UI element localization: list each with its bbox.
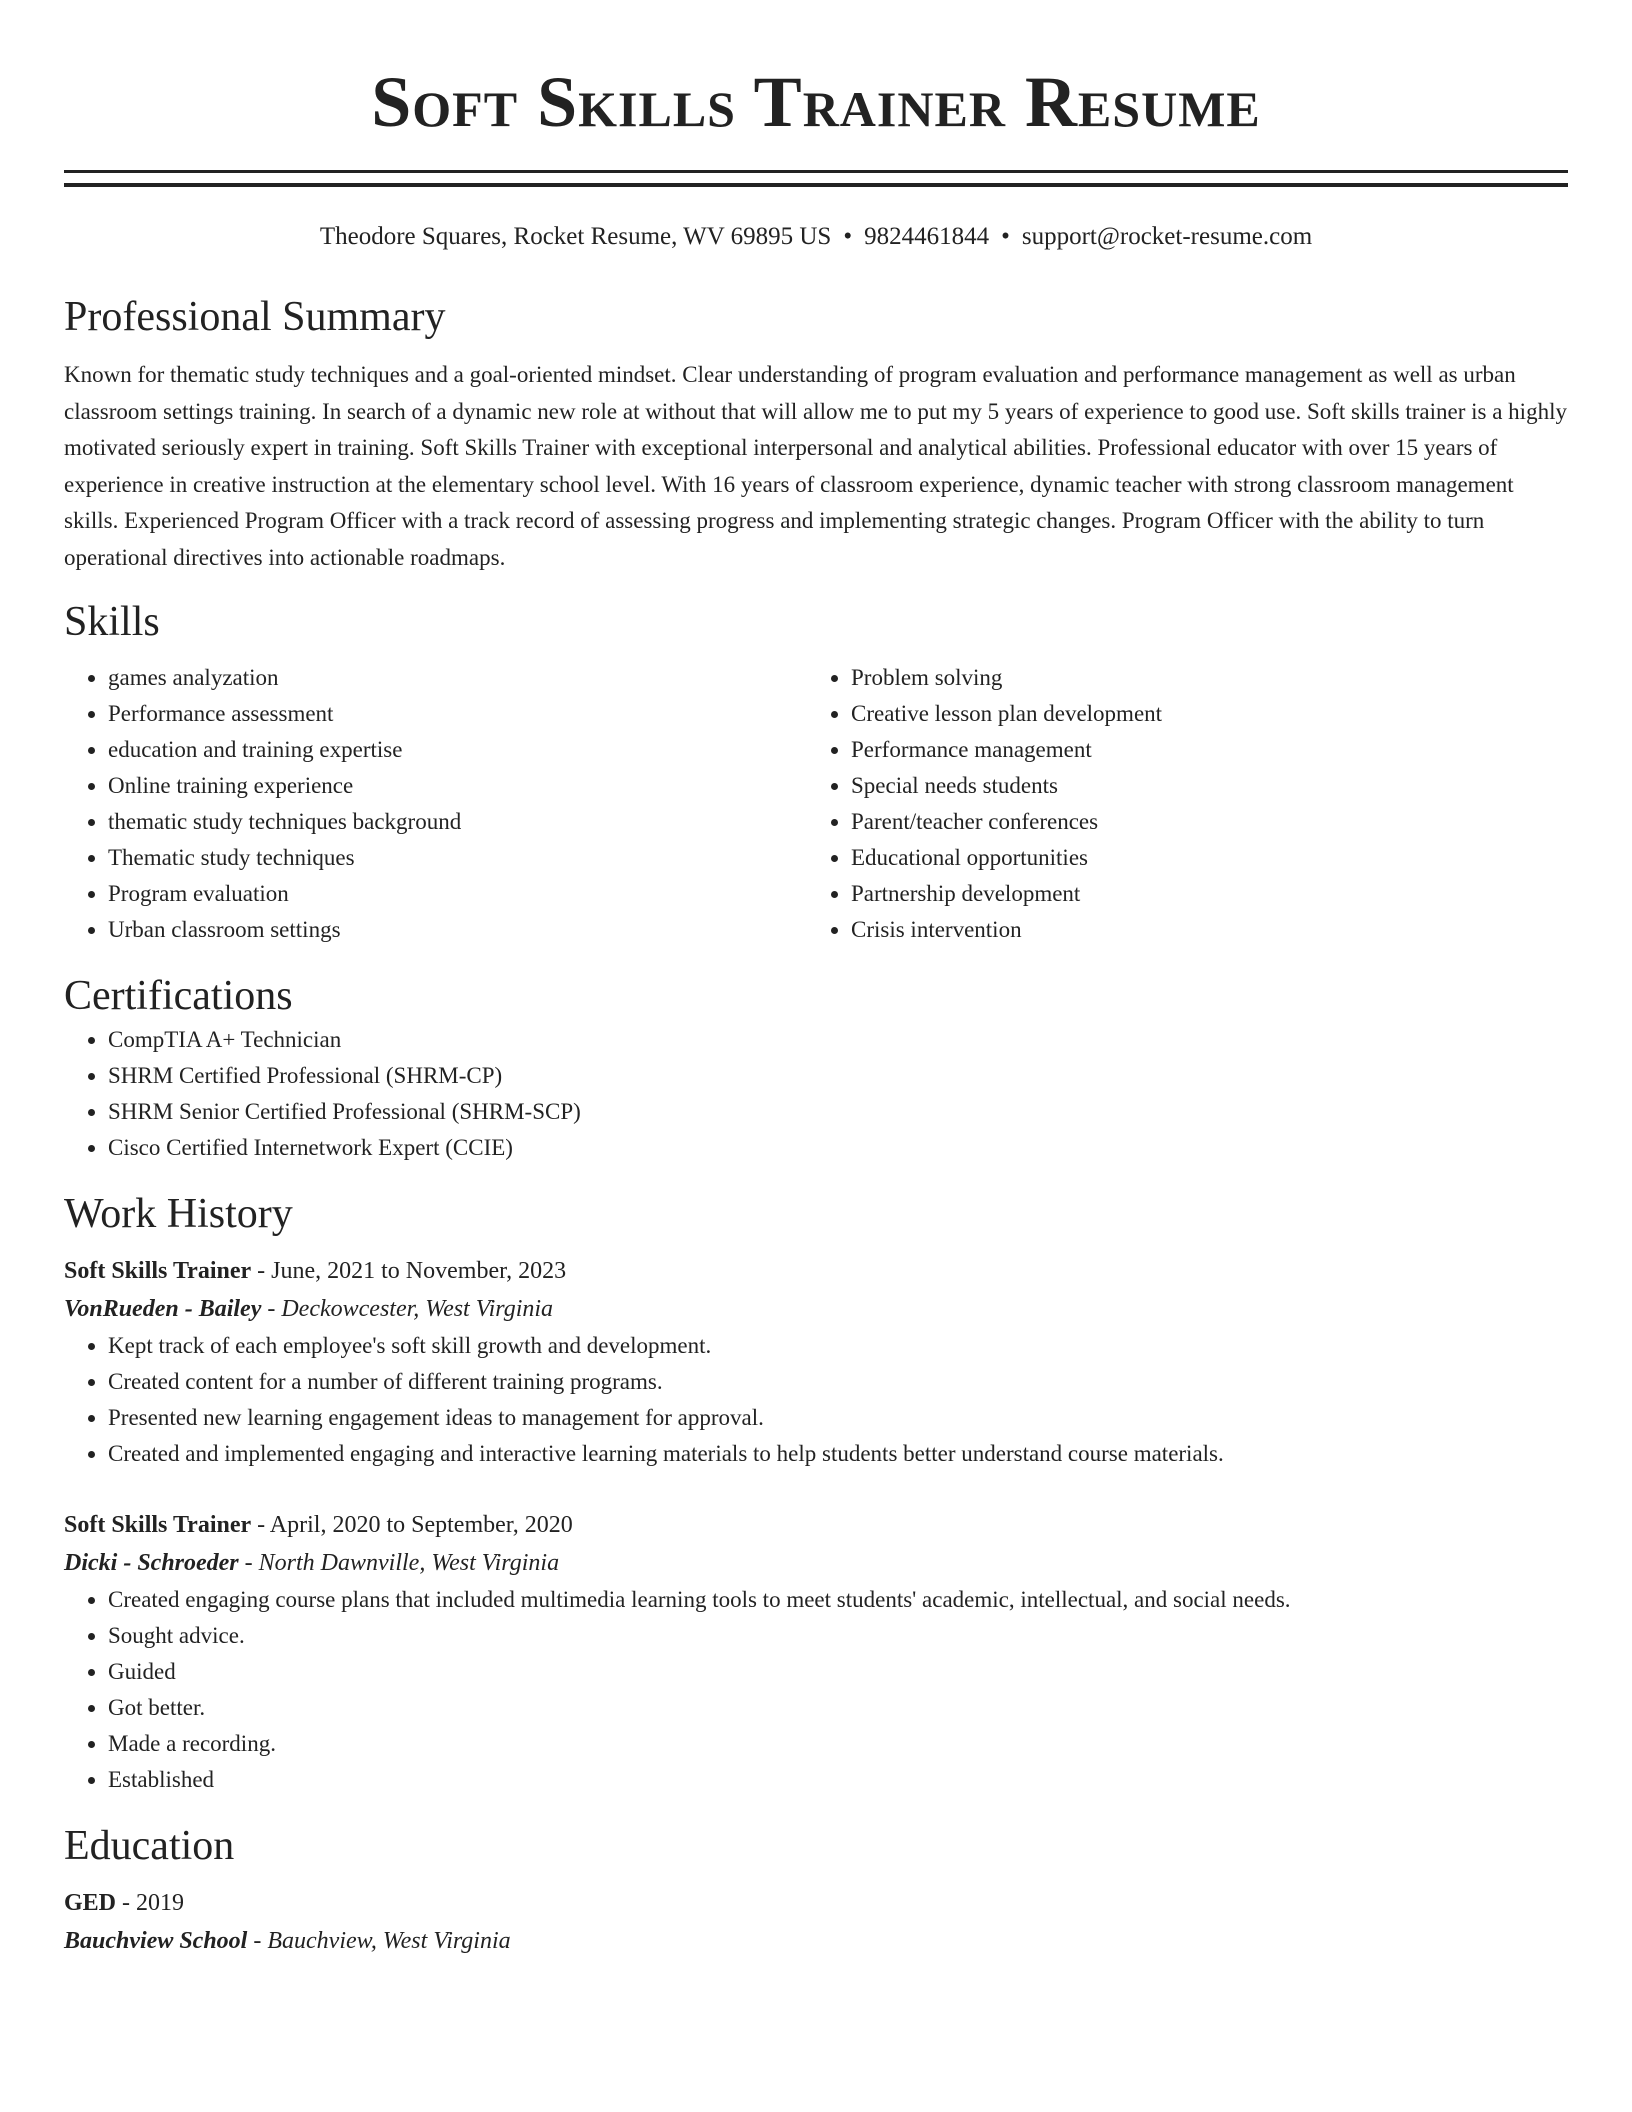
education-school-line [64,1922,1568,1960]
skill-item: • Performance management [851,732,1550,768]
skills-column-right [807,660,1550,948]
certification-item: • SHRM Senior Certified Professional (SHRM-SCP) [108,1094,1568,1130]
education-location: - Bauchview, West Virginia [247,1928,511,1954]
skill-item: • Urban classroom settings [108,912,807,948]
job-duties-list [64,1582,1568,1798]
education-header [64,1884,1568,1922]
skill-item: • Performance assessment [108,696,807,732]
contact-line [64,221,1568,253]
skills-list-left [64,660,807,948]
title-divider [64,170,1568,187]
skill-item: • Online training experience [108,768,807,804]
job-duty-item: • Presented new learning engagement ideas to management for approval. [108,1400,1568,1436]
job-duty-item: • Created and implemented engaging and interactive learning materials to help students better understand course materials. [108,1436,1568,1472]
contact-separator: • [843,223,853,250]
skill-item: • Thematic study techniques [108,840,807,876]
summary-heading: Professional Summary [64,294,446,340]
education-heading: Education [64,1823,235,1869]
job-duties-list [64,1328,1568,1472]
job-header [64,1252,1568,1290]
job-entry [64,1506,1568,1798]
job-header [64,1506,1568,1544]
skill-item: • Parent/teacher conferences [851,804,1550,840]
certifications-heading: Certifications [64,973,293,1019]
job-location: - Deckowcester, West Virginia [261,1296,554,1322]
certifications-list [64,1022,1568,1166]
skill-item: • education and training expertise [108,732,807,768]
skill-item: • Program evaluation [108,876,807,912]
skill-item: • Partnership development [851,876,1550,912]
skills-heading: Skills [64,599,160,645]
certification-item: • SHRM Certified Professional (SHRM-CP) [108,1058,1568,1094]
job-duty-item: • Guided [108,1654,1568,1690]
job-duty-item: • Made a recording. [108,1726,1568,1762]
job-employer [64,1290,1568,1328]
education-year: - 2019 [116,1890,185,1916]
skill-item: • Crisis intervention [851,912,1550,948]
job-duty-item: • Created engaging course plans that included multimedia learning tools to meet students' academic, intellectual, and social needs. [108,1582,1568,1618]
job-company: Dicki - Schroeder [64,1550,239,1576]
job-dates: - April, 2020 to September, 2020 [251,1512,573,1538]
contact-email: support@rocket-resume.com [1021,223,1313,250]
page-title: Soft Skills Trainer Resume [371,62,1261,142]
skills-column-left [64,660,807,948]
contact-phone: 9824461844 [864,223,990,250]
job-duty-item: • Kept track of each employee's soft skill growth and development. [108,1328,1568,1364]
job-employer [64,1544,1568,1582]
skill-item: • Problem solving [851,660,1550,696]
job-role: Soft Skills Trainer [64,1512,252,1538]
skill-item: • games analyzation [108,660,807,696]
skills-list-right [807,660,1550,948]
certification-item: • Cisco Certified Internetwork Expert (CCIE) [108,1130,1568,1166]
skill-item: • Educational opportunities [851,840,1550,876]
job-role: Soft Skills Trainer [64,1258,252,1284]
job-entry [64,1252,1568,1472]
education-degree: GED [64,1890,117,1916]
certification-item: • CompTIA A+ Technician [108,1022,1568,1058]
job-company: VonRueden - Bailey [64,1296,262,1322]
job-duty-item: • Established [108,1762,1568,1798]
skill-item: • Special needs students [851,768,1550,804]
job-location: - North Dawnville, West Virginia [238,1550,560,1576]
job-dates: - June, 2021 to November, 2023 [251,1258,567,1284]
education-school: Bauchview School [64,1928,248,1954]
job-duty-item: • Sought advice. [108,1618,1568,1654]
skills-grid [64,660,1568,948]
skill-item: • thematic study techniques background [108,804,807,840]
skill-item: • Creative lesson plan development [851,696,1550,732]
contact-separator: • [1001,223,1010,250]
summary-text: Known for thematic study techniques and a goal-oriented mindset. Clear understanding of program evaluation and performance management as well as urban classroom settings training. In search of a dynamic new role at without that will allow me to put my 5 years of experience to good use. Soft skills trainer is a highly motivated seriously expert in training. Soft Skills Trainer with exceptional interpersonal and analytical abilities. Professional educator with over 15 years of experience in creative instruction at the elementary school level. With 16 years of classroom experience, dynamic teacher with strong classroom management skills. Experienced Program Officer with a track record of assessing progress and implementing strategic changes. Program Officer with the ability to turn operational directives into actionable roadmaps. [64,362,1567,570]
job-duty-item: • Created content for a number of different training programs. [108,1364,1568,1400]
work-history-heading: Work History [64,1191,293,1237]
contact-address: Theodore Squares, Rocket Resume, WV 69895 US [319,223,832,250]
job-duty-item: • Got better. [108,1690,1568,1726]
